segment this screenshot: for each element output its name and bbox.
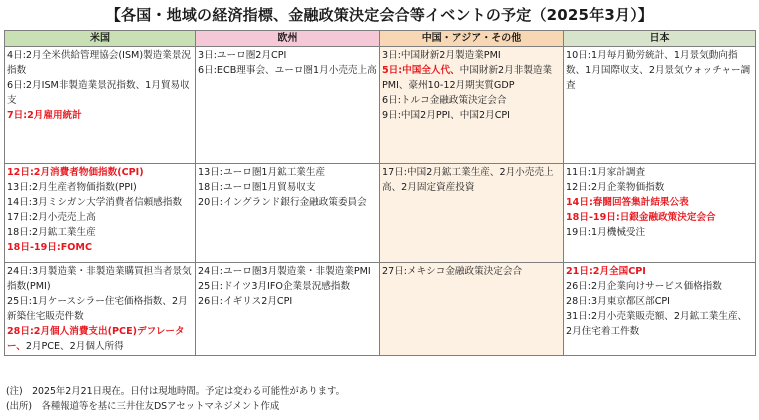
event-text: 17日:2月小売売上高 bbox=[7, 212, 96, 223]
event-item bbox=[198, 264, 377, 279]
event-item bbox=[198, 180, 377, 195]
event-text: 24日:3月製造業・非製造業購買担当者景気指数(PMI) bbox=[7, 266, 192, 292]
event-text: 10日:1月毎月勤労統計、1月景気動向指数、1月国際収支、2月景気ウォッチャー調査 bbox=[566, 50, 751, 91]
event-item bbox=[7, 108, 193, 123]
event-highlight-text: 7日:2月雇用統計 bbox=[7, 110, 82, 121]
event-item bbox=[382, 264, 561, 279]
event-item bbox=[382, 165, 561, 195]
cell-jp bbox=[564, 164, 756, 263]
event-item bbox=[566, 210, 753, 225]
event-item bbox=[198, 48, 377, 63]
event-item bbox=[566, 225, 753, 240]
event-item bbox=[7, 165, 193, 180]
event-text: 4日:2月全米供給管理協会(ISM)製造業景況指数 bbox=[7, 50, 192, 76]
cell-jp bbox=[564, 47, 756, 164]
event-text: 14日:3月ミシガン大学消費者信頼感指数 bbox=[7, 197, 183, 208]
event-text: 3日:中国財新2月製造業PMI bbox=[382, 50, 501, 61]
event-text: 11日:1月家計調査 bbox=[566, 167, 646, 178]
event-item bbox=[7, 264, 193, 294]
event-text: 27日:メキシコ金融政策決定会合 bbox=[382, 266, 523, 277]
event-text: 6日:トルコ金融政策決定会合 bbox=[382, 95, 507, 106]
event-item bbox=[198, 294, 377, 309]
column-header-china-asia: 中国・アジア・その他 bbox=[380, 31, 564, 47]
event-item bbox=[382, 48, 561, 63]
event-text: 2月PCE、2月個人所得 bbox=[25, 341, 124, 352]
event-text: 31日:2月小売業販売額、2月鉱工業生産、2月住宅着工件数 bbox=[566, 311, 748, 337]
event-item bbox=[7, 324, 193, 354]
event-text: 28日:3月東京都区部CPI bbox=[566, 296, 671, 307]
event-text: 17日:中国2月鉱工業生産、2月小売売上高、2月固定資産投資 bbox=[382, 167, 554, 193]
event-item bbox=[566, 165, 753, 180]
column-header-us: 米国 bbox=[5, 31, 196, 47]
event-text: 中国財新2月非製造業PMI、豪州10-12月期実質GDP bbox=[382, 65, 553, 91]
event-item bbox=[7, 240, 193, 255]
event-text: 26日:イギリス2月CPI bbox=[198, 296, 293, 307]
event-item bbox=[7, 48, 193, 78]
event-item bbox=[566, 309, 753, 339]
header-row bbox=[5, 31, 756, 47]
cell-us bbox=[5, 263, 196, 356]
event-item bbox=[198, 165, 377, 180]
event-highlight-text: 5日:中国全人代、 bbox=[382, 65, 460, 76]
event-highlight-text: 28日:2月個人消費支出(PCE)デフレーター、 bbox=[7, 326, 185, 352]
period-row bbox=[5, 263, 756, 356]
event-item bbox=[566, 294, 753, 309]
event-text: 24日:ユーロ圏3月製造業・非製造業PMI bbox=[198, 266, 371, 277]
event-highlight-text: 21日:2月全国CPI bbox=[566, 266, 646, 277]
event-item bbox=[198, 195, 377, 210]
event-highlight-text: 18日-19日:日銀金融政策決定会合 bbox=[566, 212, 716, 223]
cell-us bbox=[5, 47, 196, 164]
cell-cn bbox=[380, 263, 564, 356]
event-text: 9日:中国2月PPI、中国2月CPI bbox=[382, 110, 511, 121]
event-item bbox=[566, 195, 753, 210]
event-item bbox=[566, 279, 753, 294]
event-highlight-text: 18日-19日:FOMC bbox=[7, 242, 93, 253]
event-item bbox=[382, 108, 561, 123]
event-highlight-text: 12日:2月消費者物価指数(CPI) bbox=[7, 167, 144, 178]
cell-jp bbox=[564, 263, 756, 356]
event-text: 6日:ECB理事会、ユーロ圏1月小売売上高 bbox=[198, 65, 377, 76]
event-item bbox=[7, 195, 193, 210]
event-item bbox=[7, 180, 193, 195]
cell-cn bbox=[380, 164, 564, 263]
cell-cn bbox=[380, 47, 564, 164]
column-header-europe: 欧州 bbox=[196, 31, 380, 47]
cell-eu bbox=[196, 47, 380, 164]
event-item bbox=[7, 210, 193, 225]
event-item bbox=[382, 93, 561, 108]
event-text: 19日:1月機械受注 bbox=[566, 227, 646, 238]
event-text: 25日:1月ケースシラー住宅価格指数、2月新築住宅販売件数 bbox=[7, 296, 188, 322]
page-title: 【各国・地域の経済指標、金融政策決定会合等イベントの予定（2025年3月）】 bbox=[105, 6, 654, 24]
event-item bbox=[7, 225, 193, 240]
event-highlight-text: 14日:春闘回答集計結果公表 bbox=[566, 197, 689, 208]
cell-us bbox=[5, 164, 196, 263]
note-line: (注) 2025年2月21日現在。日付は現地時間。予定は変わる可能性があります。 bbox=[6, 386, 345, 397]
event-text: 12日:2月企業物価指数 bbox=[566, 182, 665, 193]
event-text: 25日:ドイツ3月IFO企業景況感指数 bbox=[198, 281, 351, 292]
source-line: (出所) 各種報道等を基に三井住友DSアセットマネジメント作成 bbox=[6, 401, 280, 412]
event-text: 18日:ユーロ圏1月貿易収支 bbox=[198, 182, 316, 193]
cell-eu bbox=[196, 263, 380, 356]
event-item bbox=[198, 63, 377, 78]
event-item bbox=[198, 279, 377, 294]
column-header-japan: 日本 bbox=[564, 31, 756, 47]
event-item bbox=[382, 63, 561, 93]
event-text: 6日:2月ISM非製造業景況指数、1月貿易収支 bbox=[7, 80, 190, 106]
event-item bbox=[7, 294, 193, 324]
period-row bbox=[5, 164, 756, 263]
period-row bbox=[5, 47, 756, 164]
event-item bbox=[566, 180, 753, 195]
event-text: 13日:2月生産者物価指数(PPI) bbox=[7, 182, 137, 193]
footnotes bbox=[6, 384, 345, 414]
event-item bbox=[566, 264, 753, 279]
event-calendar-table bbox=[4, 30, 756, 356]
event-text: 18日:2月鉱工業生産 bbox=[7, 227, 96, 238]
cell-eu bbox=[196, 164, 380, 263]
event-text: 20日:イングランド銀行金融政策委員会 bbox=[198, 197, 367, 208]
event-text: 13日:ユーロ圏1月鉱工業生産 bbox=[198, 167, 326, 178]
event-item bbox=[7, 78, 193, 108]
event-item bbox=[566, 48, 753, 93]
event-text: 3日:ユーロ圏2月CPI bbox=[198, 50, 287, 61]
event-text: 26日:2月企業向けサービス価格指数 bbox=[566, 281, 722, 292]
